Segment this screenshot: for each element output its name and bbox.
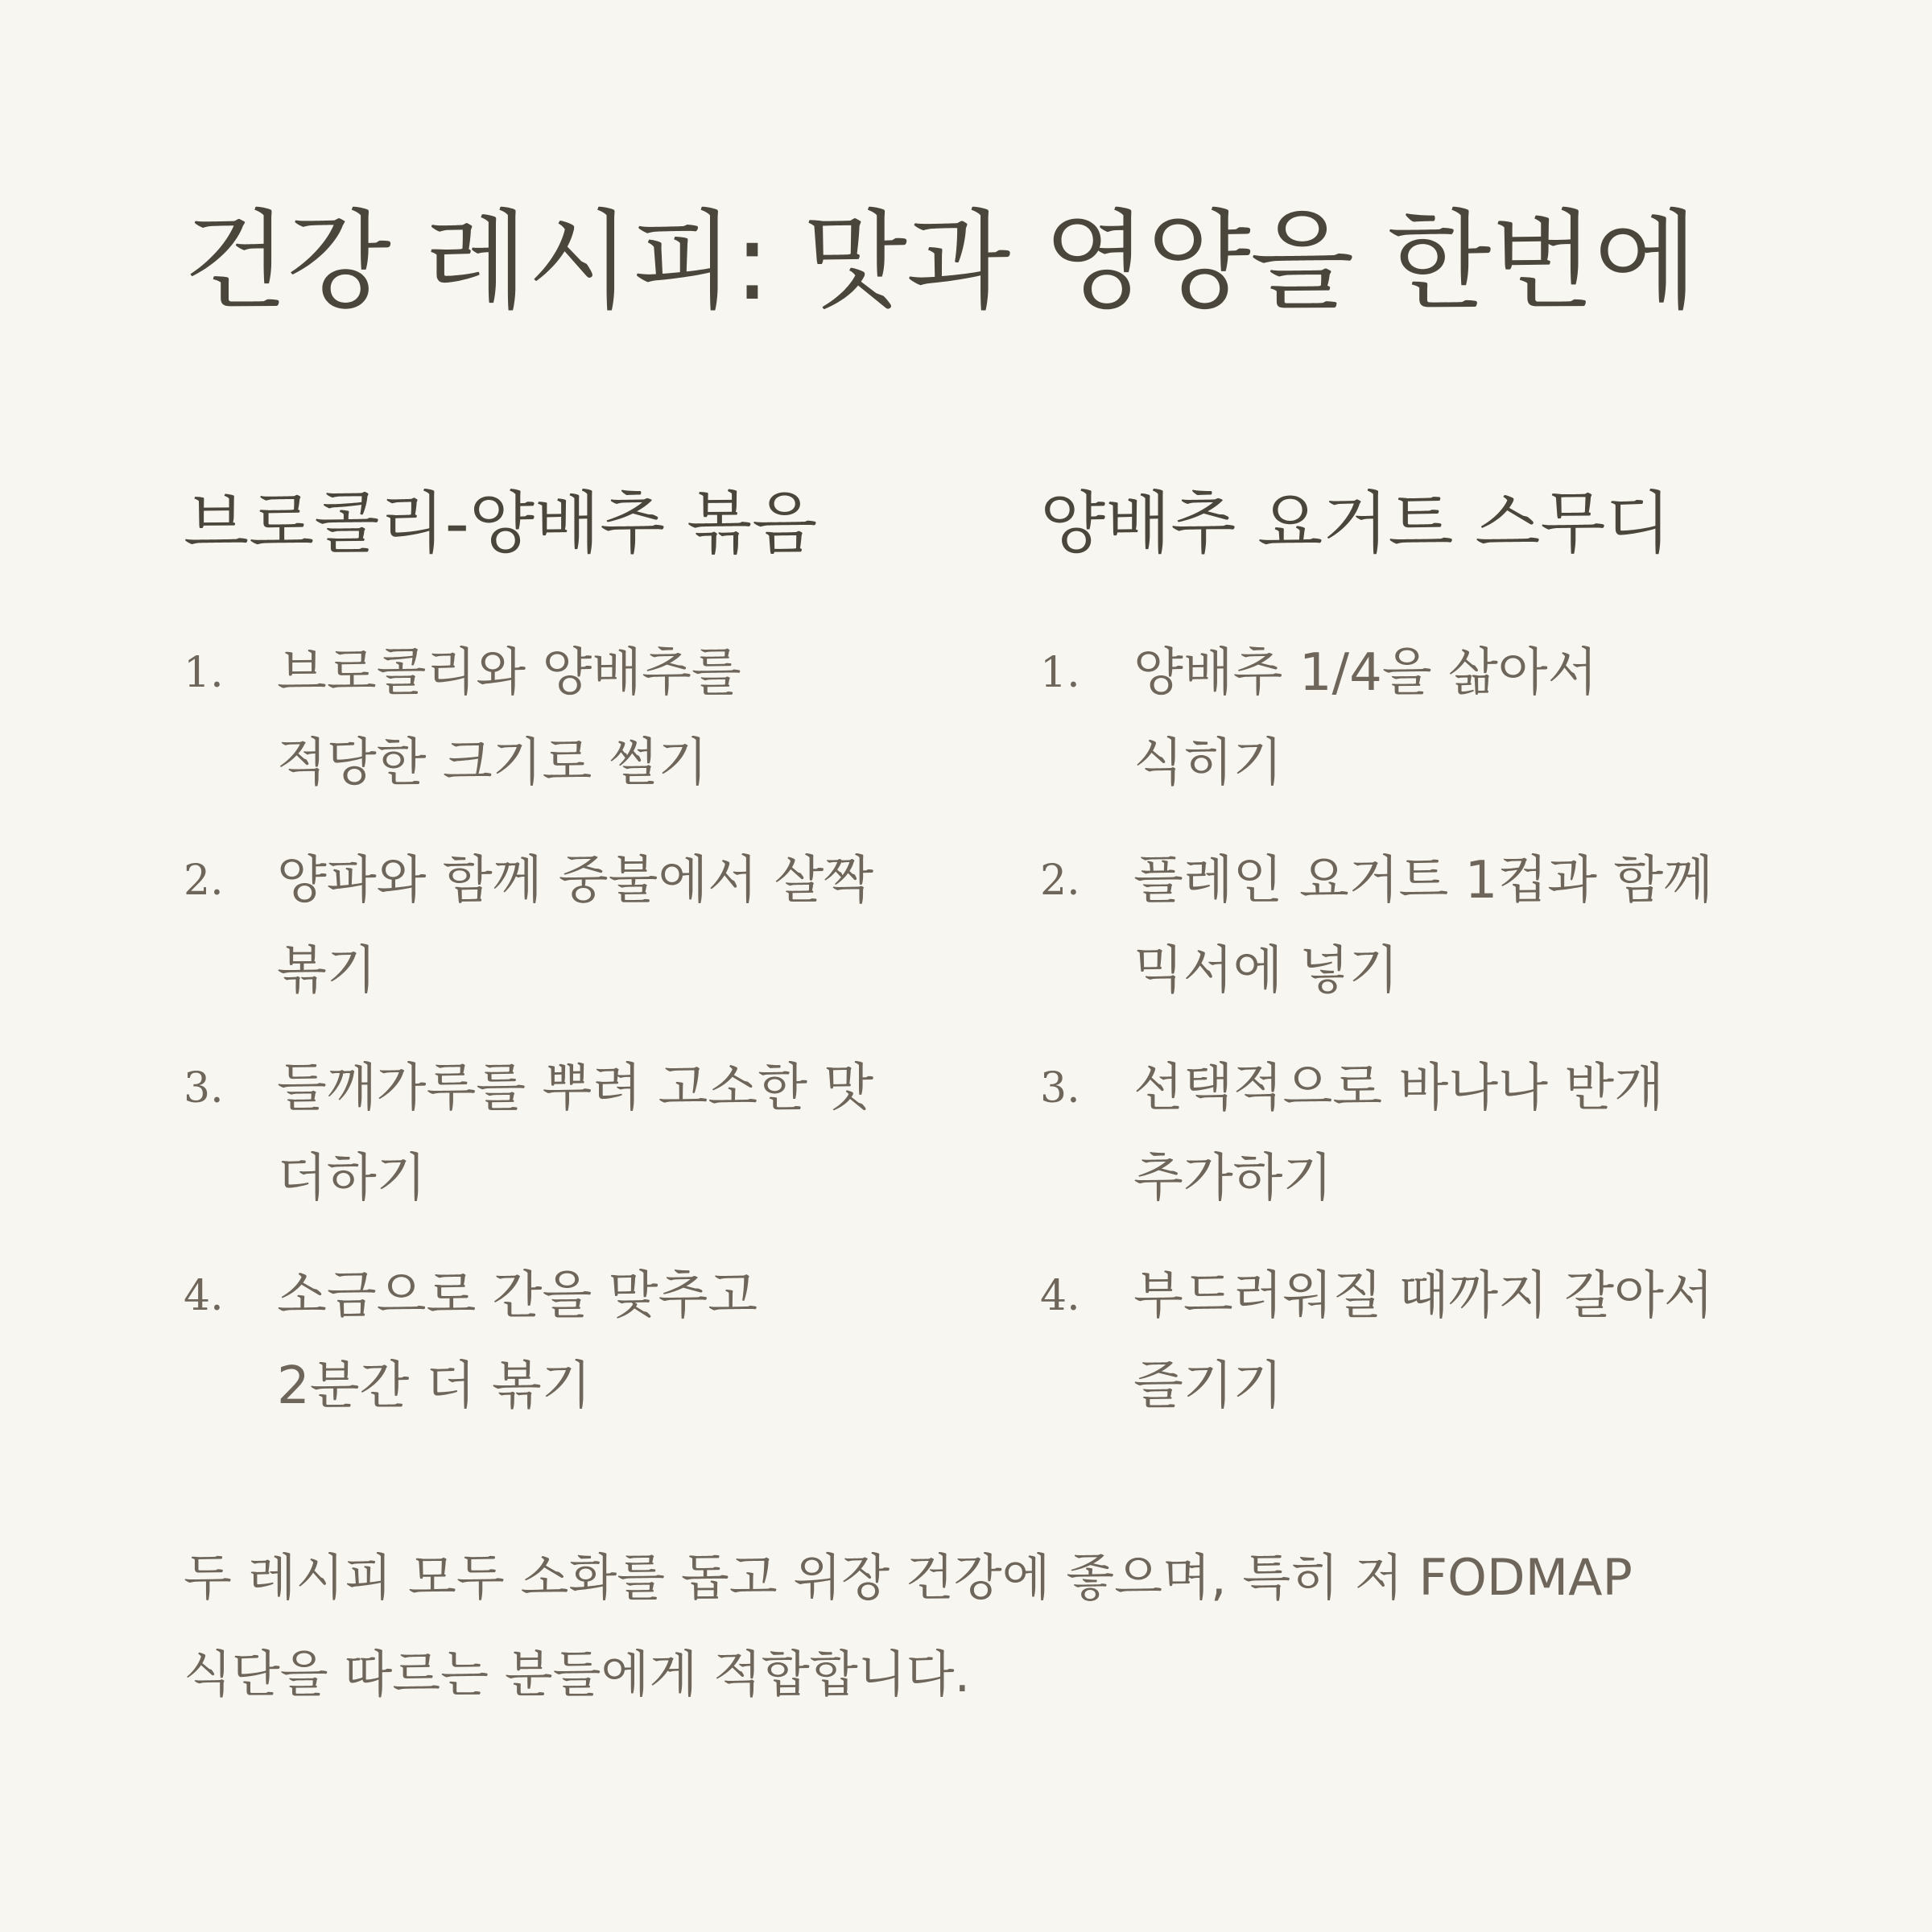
recipe-steps-list	[184, 628, 908, 1459]
step-text: 선택적으로 바나나 반개 추가하기	[1133, 1059, 1664, 1208]
step-text: 부드러워질 때까지 갈아서 즐기기	[1133, 1266, 1714, 1416]
recipe-step	[1040, 1043, 1765, 1251]
recipe-step	[184, 1043, 908, 1251]
step-number: 4.	[184, 1272, 224, 1320]
step-number: 1.	[184, 649, 224, 697]
recipe-step	[1040, 628, 1765, 836]
step-text: 플레인 요거트 1컵과 함께 믹서에 넣기	[1133, 851, 1713, 1001]
recipe-title: 양배추 요거트 스무디	[1040, 484, 1671, 563]
recipe-title: 브로콜리-양배추 볶음	[184, 484, 818, 563]
recipe-steps-list	[1040, 628, 1765, 1459]
step-number: 2.	[1040, 857, 1080, 905]
step-text: 소금으로 간을 맞추고 2분간 더 볶기	[277, 1266, 758, 1416]
step-number: 1.	[1040, 649, 1080, 697]
recipe-step	[184, 1251, 908, 1459]
step-text: 브로콜리와 양배추를 적당한 크기로 썰기	[277, 643, 741, 793]
recipe-step	[184, 836, 908, 1043]
page-title: 건강 레시피: 맛과 영양을 한번에	[184, 199, 1698, 324]
recipe-step	[1040, 1251, 1765, 1459]
recipe-step	[1040, 836, 1765, 1043]
step-text: 들깨가루를 뿌려 고소한 맛 더하기	[277, 1059, 874, 1208]
recipe-step	[184, 628, 908, 836]
footnote: 두 레시피 모두 소화를 돕고 위장 건강에 좋으며, 특히 저 FODMAP 식단을 따르는 분들에게 적합합니다.	[184, 1548, 1633, 1703]
step-number: 4.	[1040, 1272, 1080, 1320]
step-text: 양배추 1/4을 삶아서 식히기	[1133, 643, 1598, 793]
step-number: 3.	[184, 1064, 224, 1113]
recipe-broccoli-cabbage-stirfry	[184, 475, 908, 1416]
step-number: 3.	[1040, 1064, 1080, 1113]
step-number: 2.	[184, 857, 224, 905]
recipe-cabbage-yogurt-smoothie	[1040, 475, 1765, 1416]
step-text: 양파와 함께 중불에서 살짝 볶기	[277, 851, 874, 1001]
